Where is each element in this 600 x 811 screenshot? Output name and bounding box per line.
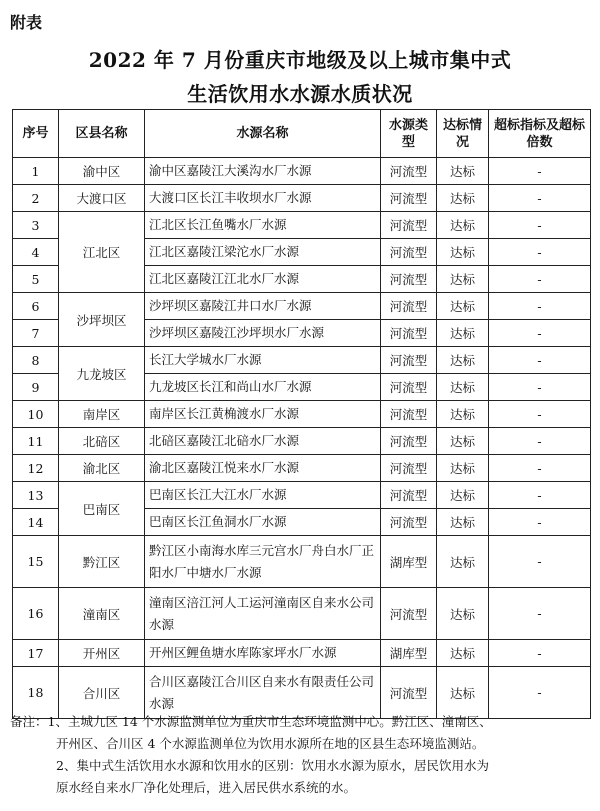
- cell-status: 达标: [437, 640, 489, 667]
- cell-type: 河流型: [381, 158, 437, 185]
- cell-no: 13: [13, 482, 59, 509]
- cell-no: 6: [13, 293, 59, 320]
- cell-source: 南岸区长江黄桷渡水厂水源: [145, 401, 381, 428]
- cell-no: 7: [13, 320, 59, 347]
- cell-exceed: -: [489, 509, 591, 536]
- cell-type: 湖库型: [381, 640, 437, 667]
- cell-type: 河流型: [381, 293, 437, 320]
- cell-district: 九龙坡区: [59, 347, 145, 401]
- cell-no: 12: [13, 455, 59, 482]
- cell-no: 11: [13, 428, 59, 455]
- cell-exceed: -: [489, 667, 591, 719]
- cell-no: 5: [13, 266, 59, 293]
- header-source: 水源名称: [145, 110, 381, 158]
- cell-type: 河流型: [381, 401, 437, 428]
- table-row: [13, 455, 591, 482]
- cell-type: 河流型: [381, 212, 437, 239]
- cell-type: 河流型: [381, 667, 437, 719]
- cell-type: 河流型: [381, 455, 437, 482]
- table-row: [13, 588, 591, 640]
- cell-exceed: -: [489, 185, 591, 212]
- table-row: [13, 401, 591, 428]
- cell-no: 16: [13, 588, 59, 640]
- cell-source: 江北区嘉陵江梁沱水厂水源: [145, 239, 381, 266]
- cell-status: 达标: [437, 293, 489, 320]
- cell-source: 合川区嘉陵江合川区自来水有限责任公司水源: [145, 667, 381, 719]
- cell-no: 1: [13, 158, 59, 185]
- cell-district: 合川区: [59, 667, 145, 719]
- cell-type: 河流型: [381, 588, 437, 640]
- cell-exceed: -: [489, 212, 591, 239]
- cell-no: 4: [13, 239, 59, 266]
- cell-no: 14: [13, 509, 59, 536]
- cell-status: 达标: [437, 482, 489, 509]
- cell-source: 巴南区长江鱼洞水厂水源: [145, 509, 381, 536]
- cell-source: 江北区嘉陵江江北水厂水源: [145, 266, 381, 293]
- cell-type: 河流型: [381, 239, 437, 266]
- cell-exceed: -: [489, 455, 591, 482]
- cell-exceed: -: [489, 266, 591, 293]
- cell-district: 巴南区: [59, 482, 145, 536]
- header-exceed: 超标指标及超标倍数: [489, 110, 591, 158]
- table-row: [13, 158, 591, 185]
- cell-type: 河流型: [381, 509, 437, 536]
- header-district: 区县名称: [59, 110, 145, 158]
- table-header-row: [13, 110, 591, 158]
- table-row: [13, 293, 591, 320]
- cell-exceed: -: [489, 158, 591, 185]
- table-row: [13, 482, 591, 509]
- cell-type: 河流型: [381, 266, 437, 293]
- note-line-1: 备注：1、主城九区 14 个水源监测单位为重庆市生态环境监测中心。黔江区、潼南区、: [10, 714, 492, 729]
- table-row: [13, 185, 591, 212]
- cell-district: 潼南区: [59, 588, 145, 640]
- cell-status: 达标: [437, 588, 489, 640]
- title-line-1: 2022 年 7 月份重庆市地级及以上城市集中式: [88, 48, 512, 72]
- cell-exceed: -: [489, 293, 591, 320]
- cell-exceed: -: [489, 640, 591, 667]
- note-line-4: 原水经自来水厂净化处理后，进入居民供水系统的水。: [56, 780, 357, 795]
- cell-source: 巴南区长江大江水厂水源: [145, 482, 381, 509]
- cell-status: 达标: [437, 374, 489, 401]
- header-no: 序号: [13, 110, 59, 158]
- table-row: [13, 347, 591, 374]
- cell-no: 3: [13, 212, 59, 239]
- title-line-2: 生活饮用水水源水质状况: [187, 82, 413, 106]
- cell-status: 达标: [437, 266, 489, 293]
- cell-type: 河流型: [381, 347, 437, 374]
- cell-status: 达标: [437, 320, 489, 347]
- cell-district: 黔江区: [59, 536, 145, 588]
- cell-type: 河流型: [381, 428, 437, 455]
- note-line-2: 开州区、合川区 4 个水源监测单位为饮用水源所在地的区县生态环境监测站。: [56, 736, 485, 751]
- header-status: 达标情况: [437, 110, 489, 158]
- cell-source: 沙坪坝区嘉陵江井口水厂水源: [145, 293, 381, 320]
- table-row: [13, 640, 591, 667]
- cell-no: 17: [13, 640, 59, 667]
- cell-no: 15: [13, 536, 59, 588]
- cell-exceed: -: [489, 401, 591, 428]
- cell-status: 达标: [437, 158, 489, 185]
- cell-source: 开州区鲤鱼塘水库陈家坪水厂水源: [145, 640, 381, 667]
- cell-exceed: -: [489, 347, 591, 374]
- cell-no: 18: [13, 667, 59, 719]
- cell-type: 湖库型: [381, 536, 437, 588]
- cell-exceed: -: [489, 428, 591, 455]
- cell-exceed: -: [489, 588, 591, 640]
- cell-status: 达标: [437, 239, 489, 266]
- cell-status: 达标: [437, 667, 489, 719]
- cell-exceed: -: [489, 374, 591, 401]
- cell-exceed: -: [489, 239, 591, 266]
- cell-source: 渝北区嘉陵江悦来水厂水源: [145, 455, 381, 482]
- table-row: [13, 212, 591, 239]
- cell-source: 九龙坡区长江和尚山水厂水源: [145, 374, 381, 401]
- cell-source: 沙坪坝区嘉陵江沙坪坝水厂水源: [145, 320, 381, 347]
- appendix-label: 附表: [10, 13, 43, 32]
- cell-status: 达标: [437, 401, 489, 428]
- table-row: [13, 428, 591, 455]
- cell-district: 开州区: [59, 640, 145, 667]
- cell-district: 江北区: [59, 212, 145, 293]
- cell-exceed: -: [489, 482, 591, 509]
- cell-status: 达标: [437, 428, 489, 455]
- cell-source: 江北区长江鱼嘴水厂水源: [145, 212, 381, 239]
- cell-type: 河流型: [381, 482, 437, 509]
- cell-district: 大渡口区: [59, 185, 145, 212]
- cell-exceed: -: [489, 320, 591, 347]
- cell-source: 长江大学城水厂水源: [145, 347, 381, 374]
- cell-no: 2: [13, 185, 59, 212]
- cell-exceed: -: [489, 536, 591, 588]
- cell-district: 渝中区: [59, 158, 145, 185]
- header-type: 水源类型: [381, 110, 437, 158]
- cell-no: 10: [13, 401, 59, 428]
- cell-status: 达标: [437, 536, 489, 588]
- cell-no: 9: [13, 374, 59, 401]
- cell-type: 河流型: [381, 320, 437, 347]
- cell-type: 河流型: [381, 185, 437, 212]
- cell-status: 达标: [437, 455, 489, 482]
- cell-source: 渝中区嘉陵江大溪沟水厂水源: [145, 158, 381, 185]
- cell-district: 南岸区: [59, 401, 145, 428]
- cell-status: 达标: [437, 509, 489, 536]
- cell-status: 达标: [437, 347, 489, 374]
- table-row: [13, 536, 591, 588]
- cell-source: 潼南区涪江河人工运河潼南区自来水公司水源: [145, 588, 381, 640]
- cell-status: 达标: [437, 212, 489, 239]
- cell-no: 8: [13, 347, 59, 374]
- cell-district: 沙坪坝区: [59, 293, 145, 347]
- cell-status: 达标: [437, 185, 489, 212]
- cell-district: 渝北区: [59, 455, 145, 482]
- cell-source: 大渡口区长江丰收坝水厂水源: [145, 185, 381, 212]
- cell-district: 北碚区: [59, 428, 145, 455]
- water-quality-table: [12, 109, 591, 719]
- note-line-3: 2、集中式生活饮用水水源和饮用水的区别：饮用水水源为原水，居民饮用水为: [56, 758, 489, 773]
- notes: [10, 711, 588, 799]
- cell-source: 北碚区嘉陵江北碚水厂水源: [145, 428, 381, 455]
- cell-source: 黔江区小南海水库三元宫水厂舟白水厂正阳水厂中塘水厂水源: [145, 536, 381, 588]
- cell-type: 河流型: [381, 374, 437, 401]
